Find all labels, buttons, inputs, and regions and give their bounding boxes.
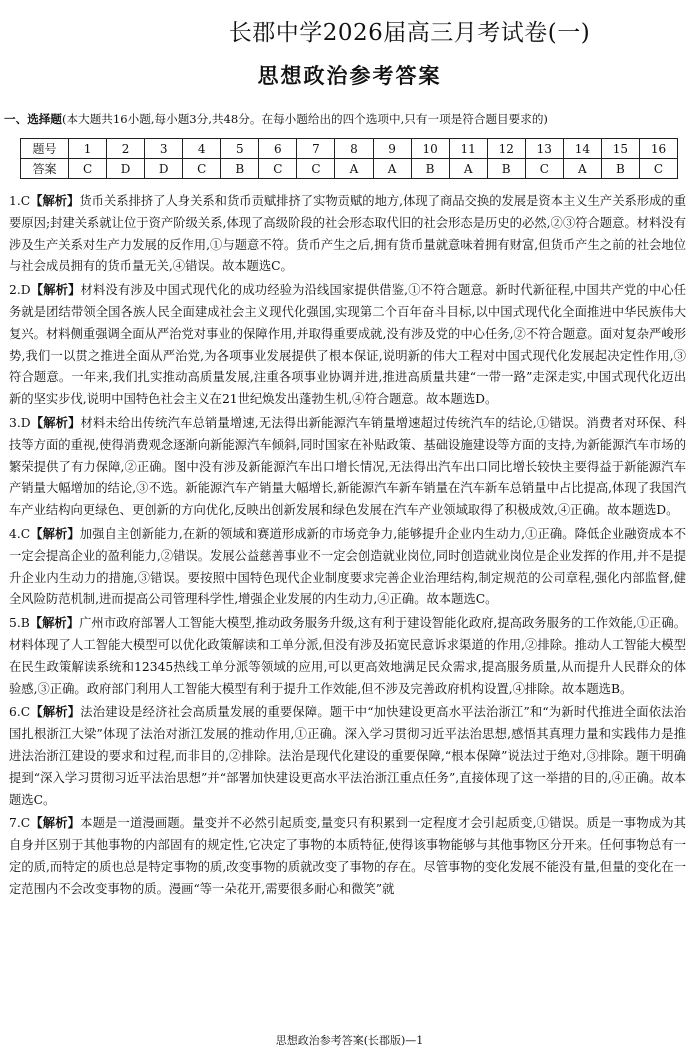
question-number-cell: 15 — [601, 139, 639, 159]
question-explanation — [9, 612, 686, 700]
row-label-answer: 答案 — [21, 159, 69, 179]
question-answer-key: 1.C — [9, 194, 31, 208]
question-number-cell: 1 — [69, 139, 107, 159]
answer-cell: B — [487, 159, 525, 179]
question-number-cell: 4 — [183, 139, 221, 159]
answer-cell: C — [639, 159, 677, 179]
row-label-number: 题号 — [21, 139, 69, 159]
analysis-text: 加强自主创新能力,在新的领域和赛道形成新的市场竞争力,能够提升企业内生动力,①正确。降低企业融资成本不一定会提高企业的盈利能力,②错误。发展公益慈善事业不一定会创造就业岗位,同时创造就业岗位是企业发挥的作用,并不是提升企业内生动力的措施,③错误。要按照中国特色现代企业制度要求完善企业治理结构,制定规范的公司章程,强化内部监督,健全风险防范机制,进而提高公司管理科学性,增强企业发展的内生动力,④正确。故本题选C。 — [9, 526, 686, 607]
answer-cell: C — [69, 159, 107, 179]
question-number-cell: 3 — [145, 139, 183, 159]
answer-cell: A — [335, 159, 373, 179]
section-label: 一、选择题 — [4, 112, 62, 126]
answer-cell: B — [411, 159, 449, 179]
question-answer-key: 6.C — [9, 705, 31, 720]
question-explanation — [9, 701, 686, 811]
page-footer: 思想政治参考答案(长郡版)—1 — [275, 1034, 424, 1047]
section-heading — [4, 111, 548, 127]
question-number-cell: 12 — [487, 139, 525, 159]
question-number-cell: 5 — [221, 139, 259, 159]
answer-cell: C — [297, 159, 335, 179]
question-answer-key: 4.C — [9, 526, 31, 541]
analysis-tag: 【解析】 — [30, 704, 81, 720]
analysis-tag: 【解析】 — [30, 525, 80, 541]
analysis-text: 材料未给出传统汽车总销量增速,无法得出新能源汽车销量增速超过传统汽车的结论,①错误。消费者对环保、科技等方面的重视,使得消费观念逐渐向新能源汽车倾斜,同时国家在补贴政策、基础设施建设等方面的支持,为新能源汽车市场的繁荣提供了有力保障,②正确。图中没有涉及新能源汽车出口增长情况,无法得出汽车出口同比增长较快主要得益于新能源汽车产销量大幅增加的结论,③不选。新能源汽车产销量大幅增长,新能源汽车新车销量在汽车新车总销量中占比提高,体现了我国汽车产业结构向更绿色、更创新的方向优化,反映出创新发展和绿色发展在汽车产业领域取得了积极成效,④正确。故本题选D。 — [9, 415, 686, 518]
explanations — [9, 190, 686, 902]
analysis-tag: 【解析】 — [30, 815, 81, 831]
answer-cell: C — [183, 159, 221, 179]
question-explanation — [9, 812, 686, 900]
analysis-text: 法治建设是经济社会高质量发展的重要保障。题干中“加快建设更高水平法治浙江”和“为新时代推进全面依法治国扎根浙江大梁”体现了法治对浙江发展的推动作用,①正确。深入学习贯彻习近平法治思想,感悟其真理力量和实践伟力是推进法治浙江建设的要求和过程,而非目的,②排除。法治是现代化建设的重要保障,“根本保障”说法过于绝对,③排除。题干明确提到“深入学习贯彻习近平法治思想”并“部署加快建设更高水平法治浙江重点任务”,直接体现了这一举措的目的,④正确。故本题选C。 — [9, 705, 686, 807]
answer-cell: A — [563, 159, 601, 179]
answer-title: 思想政治参考答案 — [257, 63, 442, 88]
analysis-text: 货币关系排挤了人身关系和货币贡赋排挤了实物贡赋的地方,体现了商品交换的发展是资本主义生产关系形成的重要原因;封建关系就让位于资产阶级关系,体现了高级阶段的社会形态取代旧的社会形态是历史的必然,②③符合题意。材料没有涉及生产关系对生产力发展的反作用,①与题意不符。货币产生之后,拥有货币量就意味着拥有财富,但货币产生之前的社会地位与社会成员拥有的货币量无关,④错误。故本题选C。 — [9, 194, 686, 274]
question-explanation — [9, 412, 686, 522]
question-answer-key: 7.C — [9, 816, 31, 831]
analysis-tag: 【解析】 — [30, 282, 81, 298]
question-number-cell: 9 — [373, 139, 411, 159]
answer-table-answer-row — [21, 159, 678, 179]
analysis-tag: 【解析】 — [29, 615, 80, 631]
answer-cell: C — [259, 159, 297, 179]
question-number-cell: 10 — [411, 139, 449, 159]
exam-title: 长郡中学2026届高三月考试卷(一) — [228, 20, 591, 46]
question-explanation — [9, 279, 686, 411]
question-number-cell: 13 — [525, 139, 563, 159]
question-explanation — [9, 523, 686, 611]
analysis-tag: 【解析】 — [30, 414, 81, 430]
answer-cell: B — [221, 159, 259, 179]
question-number-cell: 8 — [335, 139, 373, 159]
answer-cell: B — [601, 159, 639, 179]
question-number-cell: 14 — [563, 139, 601, 159]
answer-table — [20, 138, 678, 179]
question-answer-key: 2.D — [9, 283, 31, 298]
answer-cell: A — [449, 159, 487, 179]
answer-table-number-row — [21, 139, 678, 159]
question-number-cell: 2 — [107, 139, 145, 159]
analysis-text: 材料没有涉及中国式现代化的成功经验为沿线国家提供借鉴,①不符合题意。新时代新征程,中国共产党的中心任务就是团结带领全国各族人民全面建成社会主义现代化强国,实现第二个百年奋斗目标,以中国式现代化全面推进中华民族伟大复兴。材料侧重强调全面从严治党对事业的保障作用,并取得重要成就,没有涉及党的中心任务,②不符合题意。面对复杂严峻形势,我们一以贯之推进全面从严治党,为各项事业发展提供了根本保证,说明新的伟大工程对中国式现代化发展起决定性作用,③符合题意。一年来,我们扎实推动高质量发展,注重各项事业协调并进,推进高质量共建“一带一路”走深走实,中国式现代化迈出新的坚实步伐,说明中国特色社会主义在21世纪焕发出蓬勃生机,④符合题意。故本题选D。 — [9, 283, 686, 407]
section-note: (本大题共16小题,每小题3分,共48分。在每小题给出的四个选项中,只有一项是符合题目要求的) — [61, 112, 548, 126]
question-explanation — [9, 190, 686, 278]
analysis-text: 广州市政府部署人工智能大模型,推动政务服务升级,这有利于建设智能化政府,提高政务服务的工作效能,①正确。材料体现了人工智能大模型可以优化政策解读和工单分派,但没有涉及拓宽民意诉求渠道的作用,②排除。推动人工智能大模型在民生政策解读系统和12345热线工单分派等领域的应用,可以更高效地满足民众需求,提高服务质量,从而提升人民群众的体验感,③正确。政府部门利用人工智能大模型有利于提升工作效能,但不涉及完善政府机构设置,④排除。故本题选B。 — [9, 616, 686, 696]
analysis-text: 本题是一道漫画题。量变并不必然引起质变,量变只有积累到一定程度才会引起质变,①错误。质是一事物成为其自身并区别于其他事物的内部固有的规定性,它决定了事物的本质特征,使得该事物能够与其他事物区分开来。任何事物总有一定的质,而特定的质也总是特定事物的质,改变事物的质就改变了事物的存在。尽管事物的变化发展不能没有量,但量的变化在一定范围内不会改变事物的质。漫画“等一朵花开,需要很多耐心和微笑”就 — [9, 816, 686, 896]
answer-cell: C — [525, 159, 563, 179]
question-answer-key: 3.D — [9, 415, 31, 430]
question-number-cell: 7 — [297, 139, 335, 159]
analysis-tag: 【解析】 — [30, 193, 80, 208]
question-answer-key: 5.B — [9, 616, 30, 631]
answer-cell: D — [107, 159, 145, 179]
question-number-cell: 11 — [449, 139, 487, 159]
question-number-cell: 6 — [259, 139, 297, 159]
question-number-cell: 16 — [639, 139, 677, 159]
answer-cell: A — [373, 159, 411, 179]
answer-cell: D — [145, 159, 183, 179]
